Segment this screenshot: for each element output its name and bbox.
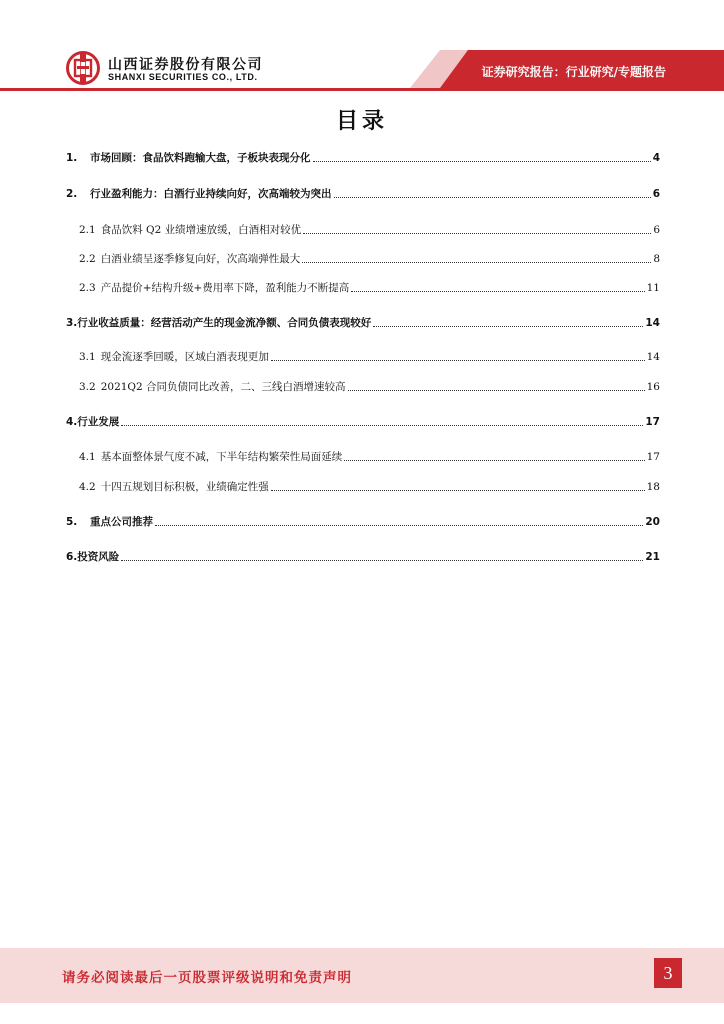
toc-entry[interactable]	[66, 515, 660, 529]
toc-leader-dots	[303, 233, 651, 234]
toc-entry-number: 3.1	[79, 351, 96, 363]
toc-entry[interactable]	[66, 550, 660, 564]
toc-leader-dots	[351, 291, 644, 292]
toc-entry-number: 2.1	[79, 224, 96, 236]
toc-entry-title: 行业盈利能力：白酒行业持续向好，次高端较为突出	[90, 188, 332, 200]
toc-leader-dots	[271, 490, 645, 491]
toc-entry-number: 4.	[66, 416, 78, 428]
toc-entry[interactable]	[79, 450, 660, 464]
toc-entry-page: 4	[652, 152, 660, 164]
toc-entry-title: 重点公司推荐	[90, 516, 153, 528]
toc-entry[interactable]	[79, 380, 660, 394]
toc-entry-number: 2.	[66, 188, 78, 200]
toc-leader-dots	[373, 326, 643, 327]
toc-entry-title: 白酒业绩呈逐季修复向好，次高端弹性最大	[100, 253, 301, 265]
toc-entry-title: 2021Q2 合同负债同比改善，二、三线白酒增速较高	[100, 381, 346, 393]
toc-entry-title: 行业收益质量：经营活动产生的现金流净额、合同负债表现较好	[77, 317, 372, 329]
toc-entry-title: 产品提价+结构升级+费用率下降，盈利能力不断提高	[100, 282, 350, 294]
toc-leader-dots	[334, 197, 651, 198]
header-divider	[0, 88, 724, 91]
toc-entry-page: 6	[652, 188, 660, 200]
toc-leader-dots	[302, 262, 651, 263]
toc-entry[interactable]	[66, 151, 660, 165]
toc-leader-dots	[348, 390, 645, 391]
toc-entry-page: 16	[646, 381, 660, 393]
shanxi-securities-logo-icon	[66, 51, 100, 85]
toc-entry[interactable]	[79, 223, 660, 237]
toc-entry-page: 18	[646, 481, 660, 493]
toc-entry-page: 6	[653, 224, 660, 236]
toc-entry-page: 21	[645, 551, 660, 563]
toc-entry-title: 行业发展	[77, 416, 120, 428]
toc-entry-page: 11	[646, 282, 660, 294]
toc-entry-page: 17	[645, 416, 660, 428]
report-type-label: 证券研究报告：行业研究/专题报告	[481, 65, 666, 79]
toc-entry-number: 3.2	[79, 381, 96, 393]
toc-title: 目录	[335, 109, 388, 134]
toc-entry[interactable]	[79, 281, 660, 295]
toc-entry-title: 食品饮料 Q2 业绩增速放缓，白酒相对较优	[100, 224, 302, 236]
toc-entry-number: 4.1	[79, 451, 96, 463]
toc-entry-title: 投资风险	[77, 551, 120, 563]
toc-leader-dots	[271, 360, 645, 361]
toc-entry-number: 2.3	[79, 282, 96, 294]
toc-leader-dots	[121, 425, 643, 426]
toc-entry-number: 5.	[66, 516, 78, 528]
toc-entry-number: 1.	[66, 152, 78, 164]
toc-entry[interactable]	[66, 316, 660, 330]
toc-leader-dots	[121, 560, 643, 561]
toc-entry[interactable]	[66, 415, 660, 429]
toc-entry[interactable]	[66, 187, 660, 201]
company-name-en: SHANXI SECURITIES CO., LTD.	[108, 72, 258, 82]
toc-entry[interactable]	[79, 350, 660, 364]
toc-entry-number: 6.	[66, 551, 78, 563]
footer-disclaimer: 请务必阅读最后一页股票评级说明和免责声明	[62, 970, 352, 986]
toc-leader-dots	[344, 460, 644, 461]
toc-entry-number: 3.	[66, 317, 78, 329]
toc-entry-title: 现金流逐季回暖，区域白酒表现更加	[100, 351, 269, 363]
toc-entry-number: 2.2	[79, 253, 96, 265]
toc-entry-page: 14	[646, 351, 660, 363]
toc-leader-dots	[313, 161, 651, 162]
toc-entry-page: 17	[646, 451, 660, 463]
toc-entry-title: 基本面整体景气度不减，下半年结构繁荣性局面延续	[100, 451, 343, 463]
toc-entry-page: 14	[645, 317, 660, 329]
toc-entry-title: 市场回顾：食品饮料跑输大盘，子板块表现分化	[90, 152, 311, 164]
toc-leader-dots	[155, 525, 643, 526]
page-number: 3	[654, 958, 682, 988]
toc-entry[interactable]	[79, 480, 660, 494]
toc-entry[interactable]	[79, 252, 660, 266]
toc-entry-page: 8	[653, 253, 660, 265]
toc-entry-number: 4.2	[79, 481, 96, 493]
toc-entry-title: 十四五规划目标积极，业绩确定性强	[100, 481, 269, 493]
page-header	[0, 0, 724, 100]
company-name-cn: 山西证券股份有限公司	[108, 57, 263, 73]
toc-entry-page: 20	[645, 516, 660, 528]
